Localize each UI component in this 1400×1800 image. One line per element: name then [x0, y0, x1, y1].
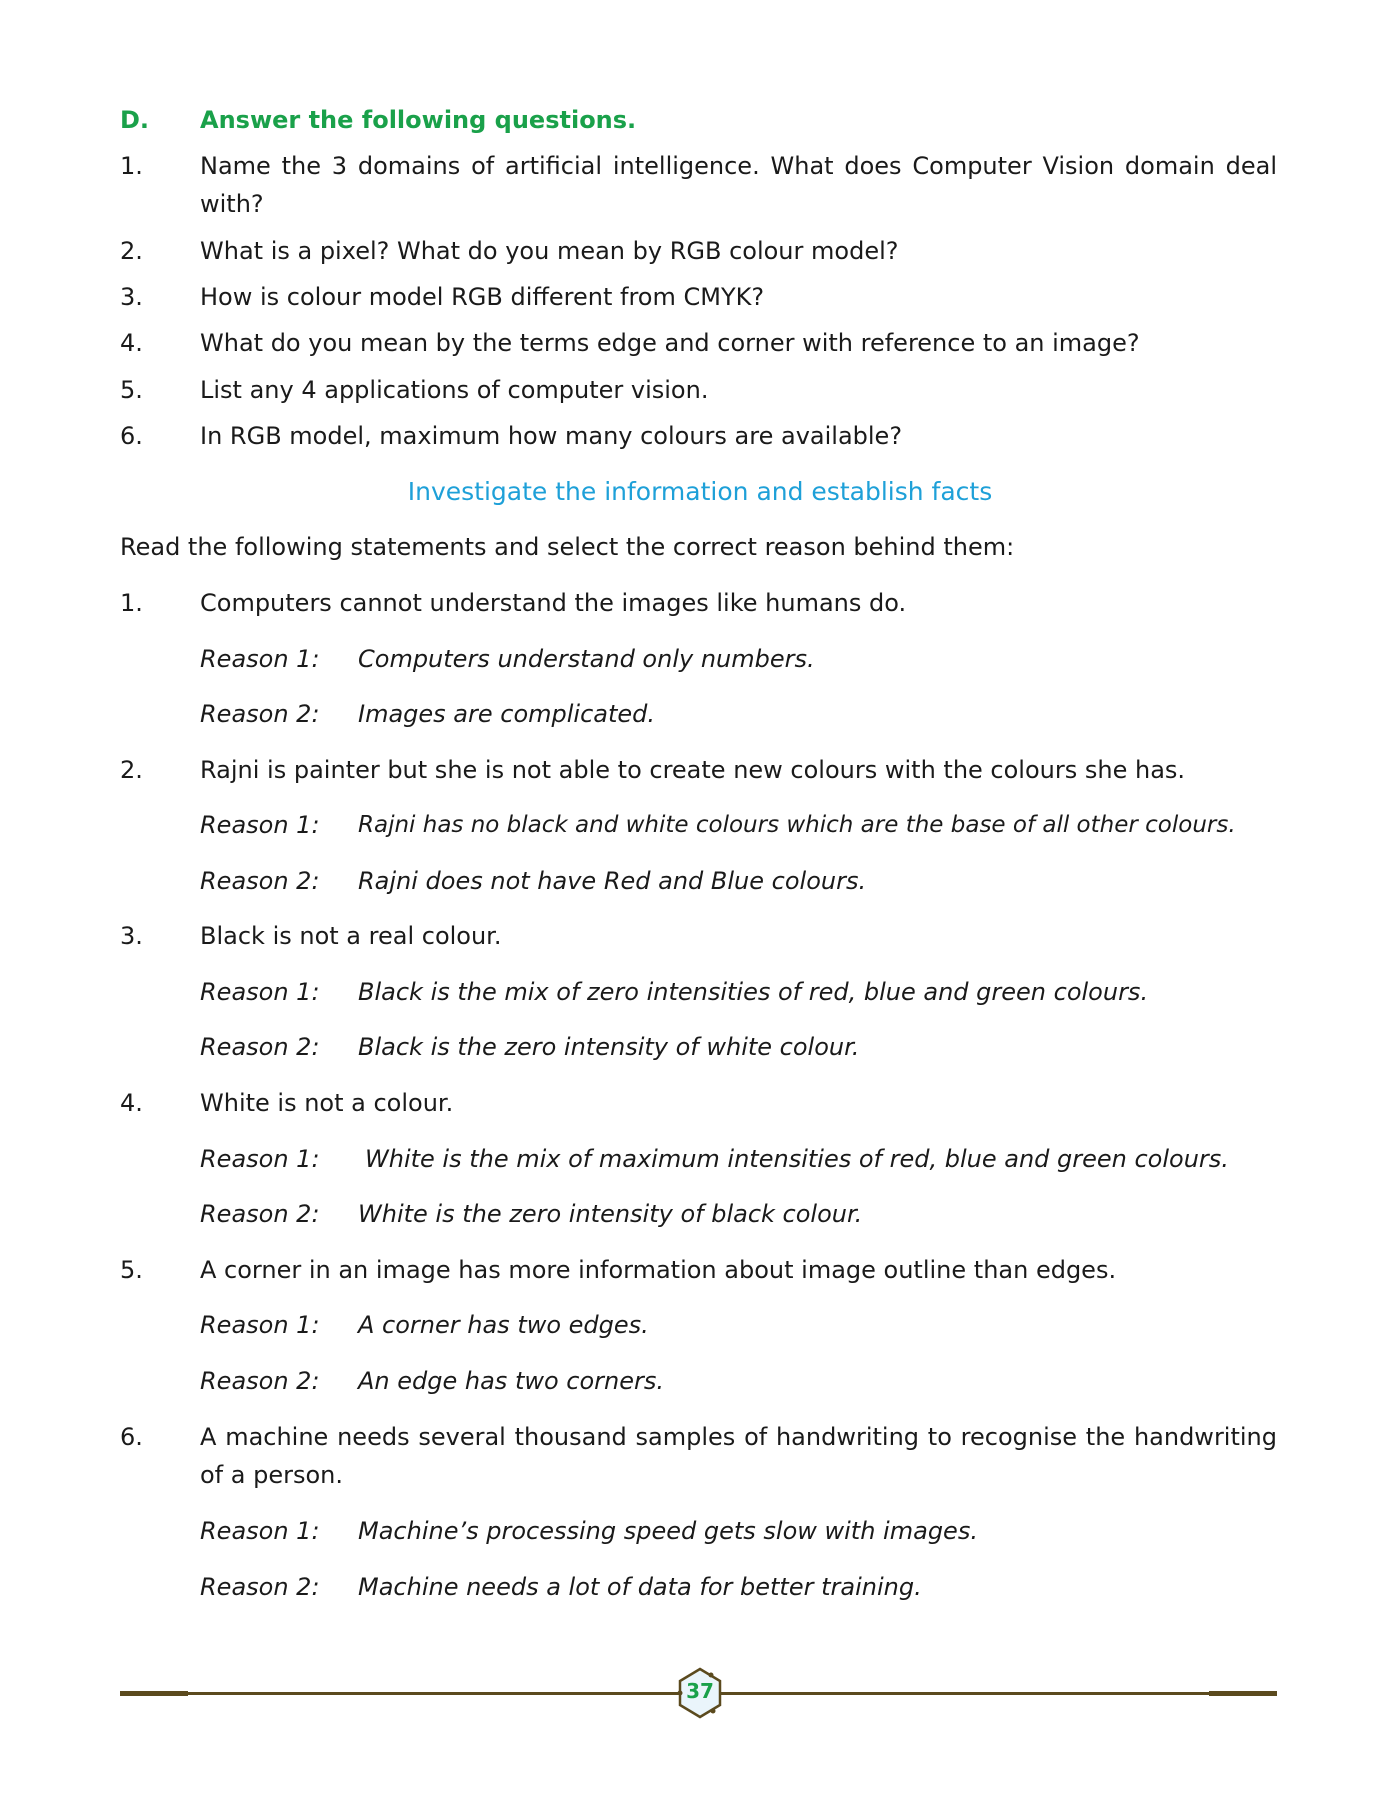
question-text: What do you mean by the terms edge and corner with reference to an image?: [200, 329, 1140, 357]
statement-number: 2.: [120, 756, 143, 784]
question-number: 2.: [120, 237, 143, 265]
statement-text: Rajni is painter but she is not able to create new colours with the colours she has.: [200, 756, 1186, 784]
reason-text: Black is the mix of zero intensities of red, blue and green colours.: [358, 978, 1149, 1006]
reason-text: A corner has two edges.: [358, 1311, 649, 1339]
reason-label: Reason 2:: [200, 1033, 320, 1061]
reason-text: White is the zero intensity of black colour.: [358, 1200, 863, 1228]
statement-text: A machine needs several thousand samples of handwriting to recognise the handwriting of a person.: [200, 1423, 1277, 1489]
reason-label: Reason 1:: [200, 978, 320, 1006]
reason-text: Computers understand only numbers.: [358, 645, 815, 673]
statement-number: 4.: [120, 1089, 143, 1117]
footer-rule-right: [720, 1692, 1277, 1695]
reason-label: Reason 2:: [200, 1367, 320, 1395]
reason-label: Reason 2:: [200, 1200, 320, 1228]
page-number: 37: [686, 1679, 714, 1703]
reason-label: Reason 2:: [200, 1573, 320, 1601]
question-text: Name the 3 domains of artificial intelligence. What does Computer Vision domain deal with?: [200, 152, 1277, 218]
statement-number: 3.: [120, 922, 143, 950]
reason-text: Black is the zero intensity of white colour.: [358, 1033, 860, 1061]
reason-text: Rajni has no black and white colours which are the base of all other colours.: [358, 812, 1236, 838]
reason-text: Rajni does not have Red and Blue colours.: [358, 867, 867, 895]
question-number: 6.: [120, 422, 143, 450]
statement-text: A corner in an image has more information about image outline than edges.: [200, 1256, 1117, 1284]
reason-text: Machine needs a lot of data for better training.: [358, 1573, 922, 1601]
question-number: 4.: [120, 329, 143, 357]
reason-label: Reason 1:: [200, 1311, 320, 1339]
statement-text: Computers cannot understand the images like humans do.: [200, 589, 907, 617]
section-title: Answer the following questions.: [200, 106, 637, 134]
footer-rule-right-accent: [1209, 1691, 1277, 1696]
statement-text: White is not a colour.: [200, 1089, 454, 1117]
section-letter: D.: [120, 106, 150, 134]
statement-number: 1.: [120, 589, 143, 617]
reason-text: Machine’s processing speed gets slow with images.: [358, 1517, 978, 1545]
question-text: How is colour model RGB different from CMYK?: [200, 283, 765, 311]
page-number-badge: [675, 1666, 725, 1720]
reason-label: Reason 2:: [200, 700, 320, 728]
question-text: What is a pixel? What do you mean by RGB colour model?: [200, 237, 899, 265]
reason-label: Reason 2:: [200, 867, 320, 895]
reason-label: Reason 1:: [200, 1517, 320, 1545]
question-number: 3.: [120, 283, 143, 311]
reason-label: Reason 1:: [200, 811, 320, 839]
reason-text: White is the mix of maximum intensities of red, blue and green colours.: [365, 1145, 1229, 1173]
question-text: In RGB model, maximum how many colours are available?: [200, 422, 903, 450]
question-number: 1.: [120, 152, 143, 180]
statement-number: 6.: [120, 1423, 143, 1451]
reason-label: Reason 1:: [200, 645, 320, 673]
investigate-heading: Investigate the information and establish facts: [407, 477, 993, 506]
statement-text: Black is not a real colour.: [200, 922, 502, 950]
footer-rule-left: [120, 1692, 680, 1695]
instruction-text: Read the following statements and select the correct reason behind them:: [120, 533, 1015, 561]
question-number: 5.: [120, 376, 143, 404]
reason-text: Images are complicated.: [358, 700, 656, 728]
question-text: List any 4 applications of computer vision.: [200, 376, 709, 404]
reason-text: An edge has two corners.: [358, 1367, 665, 1395]
statement-number: 5.: [120, 1256, 143, 1284]
reason-label: Reason 1:: [200, 1145, 320, 1173]
